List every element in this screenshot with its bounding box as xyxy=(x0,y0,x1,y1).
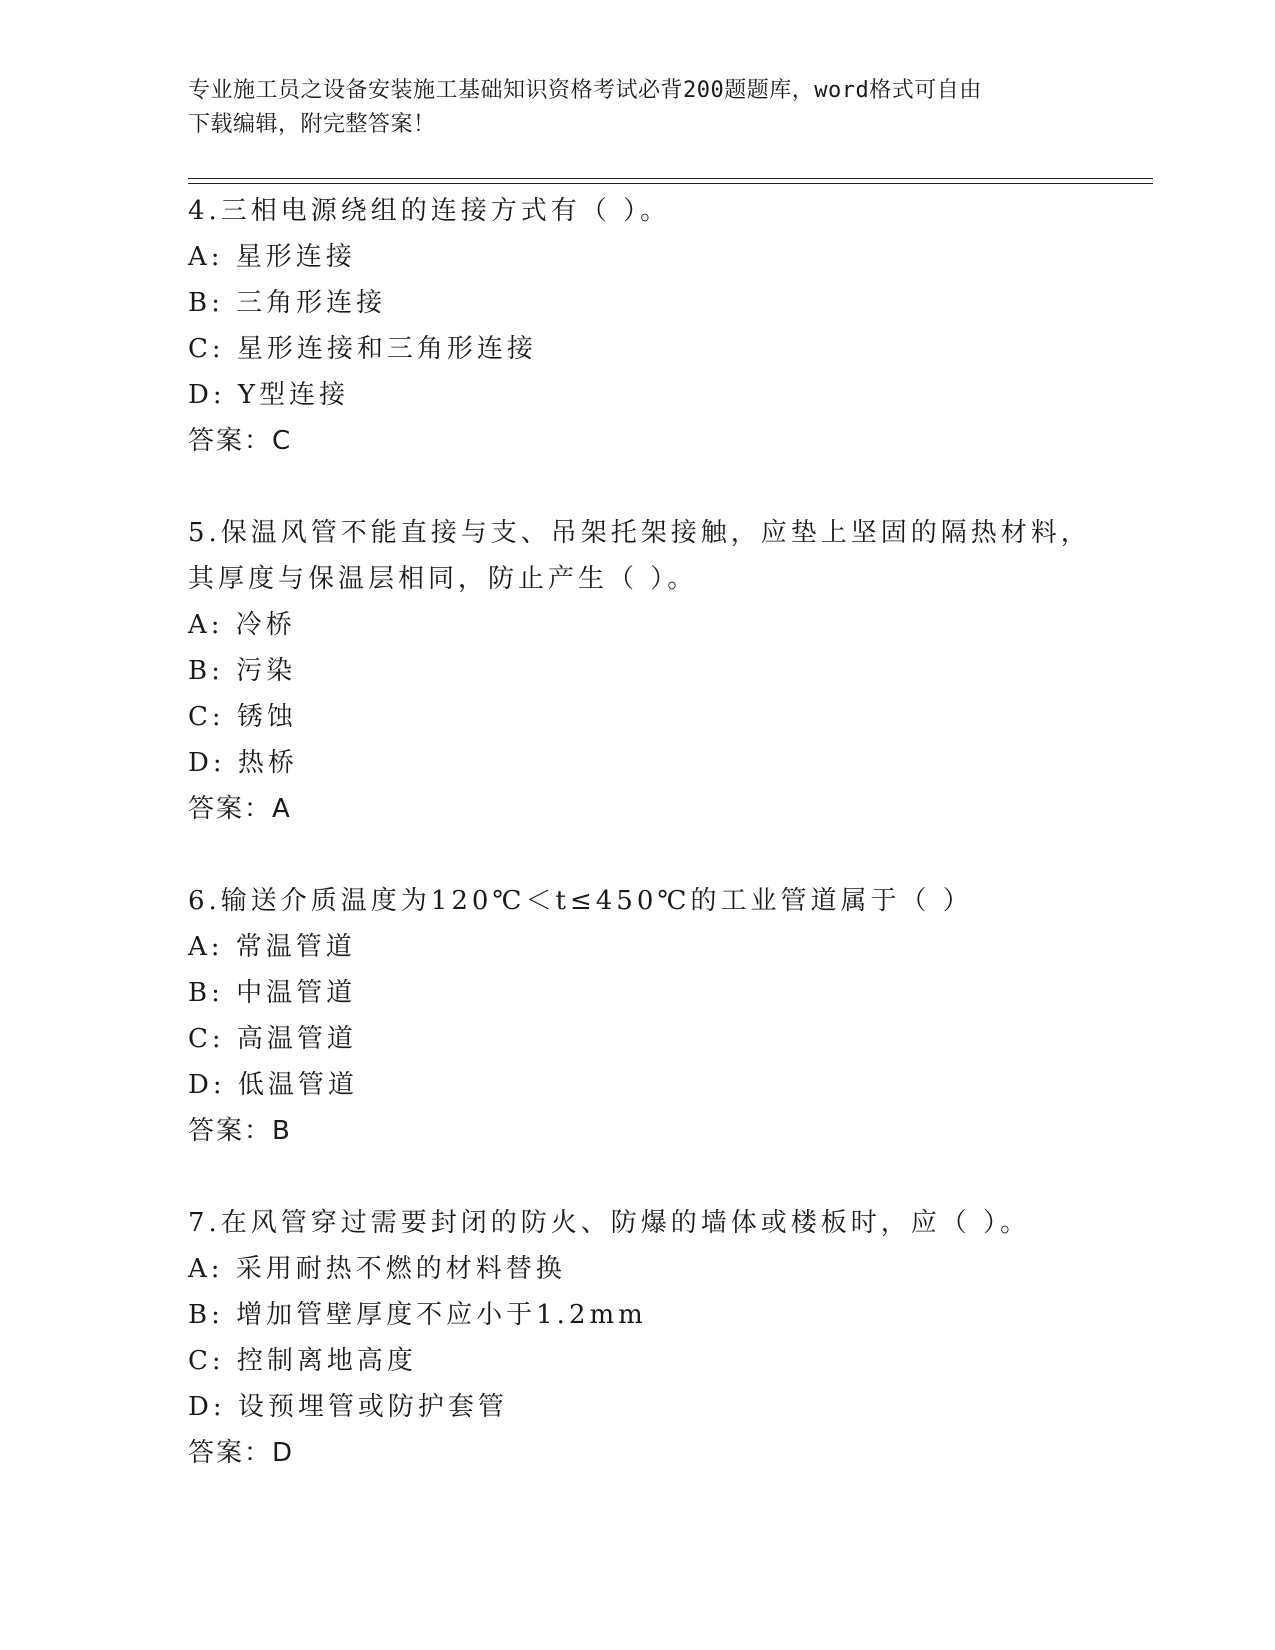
question-stem-continued: 其厚度与保温层相同，防止产生（ ）。 xyxy=(188,564,698,594)
answer-line: 答案：C xyxy=(188,426,293,456)
answer-line: 答案：B xyxy=(188,1116,292,1146)
option-c: C: 锈蚀 xyxy=(188,702,297,732)
option-a: A: 冷桥 xyxy=(188,610,296,640)
question-stem: 6.输送介质温度为120℃＜t≤450℃的工业管道属于（ ） xyxy=(188,886,973,916)
option-b: B: 增加管壁厚度不应小于1.2mm xyxy=(188,1300,647,1330)
option-c: C: 高温管道 xyxy=(188,1024,357,1054)
question-4 xyxy=(188,188,1088,464)
question-7 xyxy=(188,1200,1088,1476)
option-a: A: 采用耐热不燃的材料替换 xyxy=(188,1254,566,1284)
header-line-1: 专业施工员之设备安装施工基础知识资格考试必背200题题库，word格式可自由 xyxy=(188,78,982,103)
question-list xyxy=(188,188,1091,1522)
question-5 xyxy=(188,510,1091,832)
option-d: D: 低温管道 xyxy=(188,1070,358,1100)
header-divider-bottom xyxy=(188,183,1153,184)
question-stem: 5.保温风管不能直接与支、吊架托架接触，应垫上坚固的隔热材料， xyxy=(188,518,1091,548)
option-a: A: 常温管道 xyxy=(188,932,356,962)
option-d: D: Y型连接 xyxy=(188,380,350,410)
option-c: C: 星形连接和三角形连接 xyxy=(188,334,537,364)
answer-line: 答案：D xyxy=(188,1438,295,1468)
header-line-2: 下载编辑，附完整答案！ xyxy=(188,112,436,137)
question-stem: 4.三相电源绕组的连接方式有（ ）。 xyxy=(188,196,671,226)
option-c: C: 控制离地高度 xyxy=(188,1346,417,1376)
answer-line: 答案：A xyxy=(188,794,292,824)
question-6 xyxy=(188,878,1088,1154)
document-header xyxy=(188,74,1088,142)
option-b: B: 三角形连接 xyxy=(188,288,387,318)
option-d: D: 热桥 xyxy=(188,748,298,778)
option-a: A: 星形连接 xyxy=(188,242,356,272)
option-b: B: 污染 xyxy=(188,656,297,686)
question-stem: 7.在风管穿过需要封闭的防火、防爆的墙体或楼板时，应（ ）。 xyxy=(188,1208,1031,1238)
option-b: B: 中温管道 xyxy=(188,978,357,1008)
header-divider-top xyxy=(188,178,1153,179)
option-d: D: 设预埋管或防护套管 xyxy=(188,1392,508,1422)
